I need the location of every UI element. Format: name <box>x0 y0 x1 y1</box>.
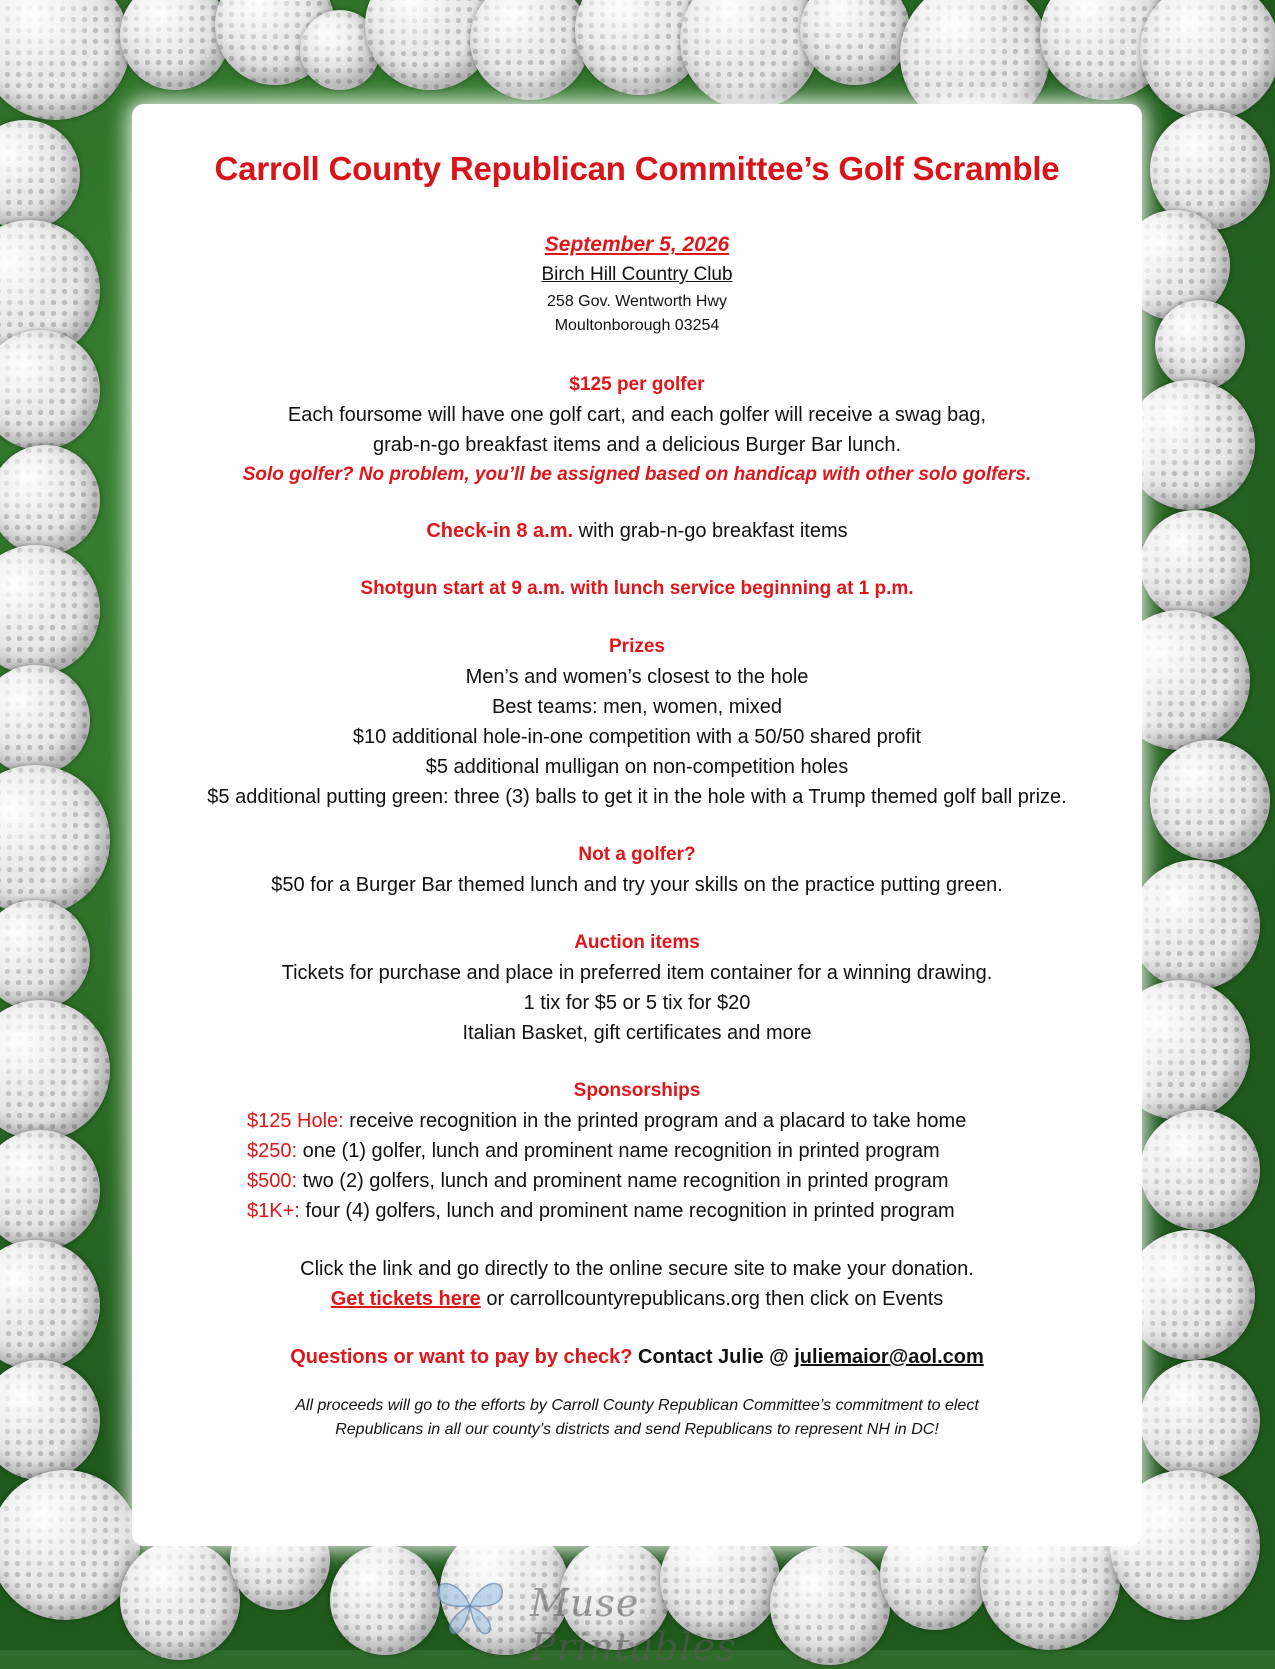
venue-name: Birch Hill Country Club <box>541 264 733 285</box>
sponsorship-level: $125 Hole: <box>247 1110 344 1132</box>
golf-ball-decoration <box>1140 1110 1260 1230</box>
get-tickets-link[interactable]: Get tickets here <box>330 1288 481 1310</box>
price-description-2: grab-n-go breakfast items and a delicious Burger Bar lunch. <box>372 434 902 456</box>
golf-ball-decoration <box>0 900 90 1010</box>
golf-ball-decoration <box>0 0 130 120</box>
solo-golfer-note: Solo golfer? No problem, you’ll be assigned based on handicap with other solo golfers. <box>242 464 1032 485</box>
prize-item: $10 additional hole-in-one competition with a 50/50 shared profit <box>352 726 922 748</box>
golf-ball-decoration <box>470 0 590 100</box>
sponsorships-list <box>247 1106 1027 1226</box>
tickets-alt-text: or carrollcountyrepublicans.org then click on Events <box>480 1288 944 1310</box>
golf-ball-decoration <box>120 1540 240 1660</box>
golf-ball-decoration <box>1140 1360 1260 1480</box>
prizes-list <box>138 662 1136 812</box>
sponsorship-row <box>247 1106 1027 1136</box>
event-date: September 5, 2026 <box>544 233 730 256</box>
flyer-content <box>138 150 1136 1442</box>
auction-item: Tickets for purchase and place in preferred item container for a winning drawing. <box>281 962 993 984</box>
golf-ball-decoration <box>0 1130 100 1250</box>
prizes-heading: Prizes <box>609 636 665 657</box>
watermark-text: Muse Printables <box>530 1581 737 1669</box>
sponsorship-level: $1K+: <box>247 1200 300 1222</box>
contact-prefix: Contact Julie @ <box>632 1346 795 1368</box>
sponsorship-desc: one (1) golfer, lunch and prominent name recognition in printed program <box>297 1140 940 1162</box>
golf-ball-decoration <box>0 545 100 675</box>
shotgun-start: Shotgun start at 9 a.m. with lunch service beginning at 1 p.m. <box>360 578 914 599</box>
golf-ball-decoration <box>0 1360 100 1480</box>
golf-ball-decoration <box>1130 860 1260 990</box>
butterfly-icon <box>430 1575 510 1637</box>
checkin-label: Check-in 8 a.m. <box>426 520 574 542</box>
golf-ball-decoration <box>1140 0 1275 120</box>
golf-ball-decoration <box>0 330 100 450</box>
golf-ball-decoration <box>680 0 820 110</box>
golf-ball-decoration <box>0 445 100 555</box>
golf-ball-decoration <box>1155 300 1245 390</box>
checkin-line <box>138 516 1136 546</box>
checkin-details: with grab-n-go breakfast items <box>573 520 848 542</box>
sponsorship-desc: four (4) golfers, lunch and prominent name recognition in printed program <box>299 1200 955 1222</box>
watermark <box>430 1575 790 1669</box>
golf-ball-decoration <box>120 0 230 90</box>
tickets-line <box>138 1284 1136 1314</box>
footer-line-2: Republicans in all our county’s districts and send Republicans to represent NH in DC! <box>335 1421 939 1438</box>
non-golfer-heading: Not a golfer? <box>578 844 696 865</box>
golf-ball-decoration <box>1125 380 1255 510</box>
non-golfer-text: $50 for a Burger Bar themed lunch and try your skills on the practice putting green. <box>271 874 1003 896</box>
contact-email-link[interactable]: juliemaior@aol.com <box>794 1346 984 1368</box>
golf-ball-decoration <box>0 1000 110 1140</box>
auction-heading: Auction items <box>574 932 700 953</box>
golf-ball-decoration <box>330 1545 440 1655</box>
sponsorship-desc: two (2) golfers, lunch and prominent name recognition in printed program <box>297 1170 949 1192</box>
golf-ball-decoration <box>0 120 80 230</box>
sponsorship-row <box>247 1136 1027 1166</box>
golf-ball-decoration <box>1140 510 1250 620</box>
donation-instructions: Click the link and go directly to the online secure site to make your donation. <box>300 1258 974 1280</box>
questions-line <box>138 1342 1136 1372</box>
venue-address-city: Moultonborough 03254 <box>554 317 720 334</box>
footer-line-1: All proceeds will go to the efforts by Carroll County Republican Committee’s commitment to elect <box>295 1397 979 1414</box>
price-description-1: Each foursome will have one golf cart, and each golfer will receive a swag bag, <box>287 404 987 426</box>
golf-ball-decoration <box>0 1240 100 1370</box>
questions-label: Questions or want to pay by check? <box>290 1346 633 1368</box>
golf-ball-decoration <box>0 1470 140 1620</box>
sponsorship-level: $250: <box>247 1140 298 1162</box>
flyer-title: Carroll County Republican Committee’s Golf Scramble <box>214 150 1060 187</box>
golf-ball-decoration <box>1150 740 1270 860</box>
sponsorship-row <box>247 1196 1027 1226</box>
golf-ball-decoration <box>800 0 910 85</box>
golf-ball-decoration <box>0 665 90 775</box>
prize-item: $5 additional mulligan on non-competition holes <box>425 756 849 778</box>
auction-item: 1 tix for $5 or 5 tix for $20 <box>523 992 751 1014</box>
sponsorship-row <box>247 1166 1027 1196</box>
auction-item: Italian Basket, gift certificates and more <box>462 1022 812 1044</box>
venue-address-street: 258 Gov. Wentworth Hwy <box>547 293 727 310</box>
sponsorship-desc: receive recognition in the printed program and a placard to take home <box>343 1110 967 1132</box>
prize-item: $5 additional putting green: three (3) balls to get it in the hole with a Trump themed golf ball prize. <box>207 786 1067 808</box>
sponsorships-heading: Sponsorships <box>573 1080 701 1101</box>
golf-ball-decoration <box>1125 1230 1255 1360</box>
prize-item: Best teams: men, women, mixed <box>491 696 783 718</box>
golf-ball-decoration <box>0 765 110 915</box>
price-heading: $125 per golfer <box>569 374 705 395</box>
sponsorship-level: $500: <box>247 1170 298 1192</box>
prize-item: Men’s and women’s closest to the hole <box>465 666 809 688</box>
